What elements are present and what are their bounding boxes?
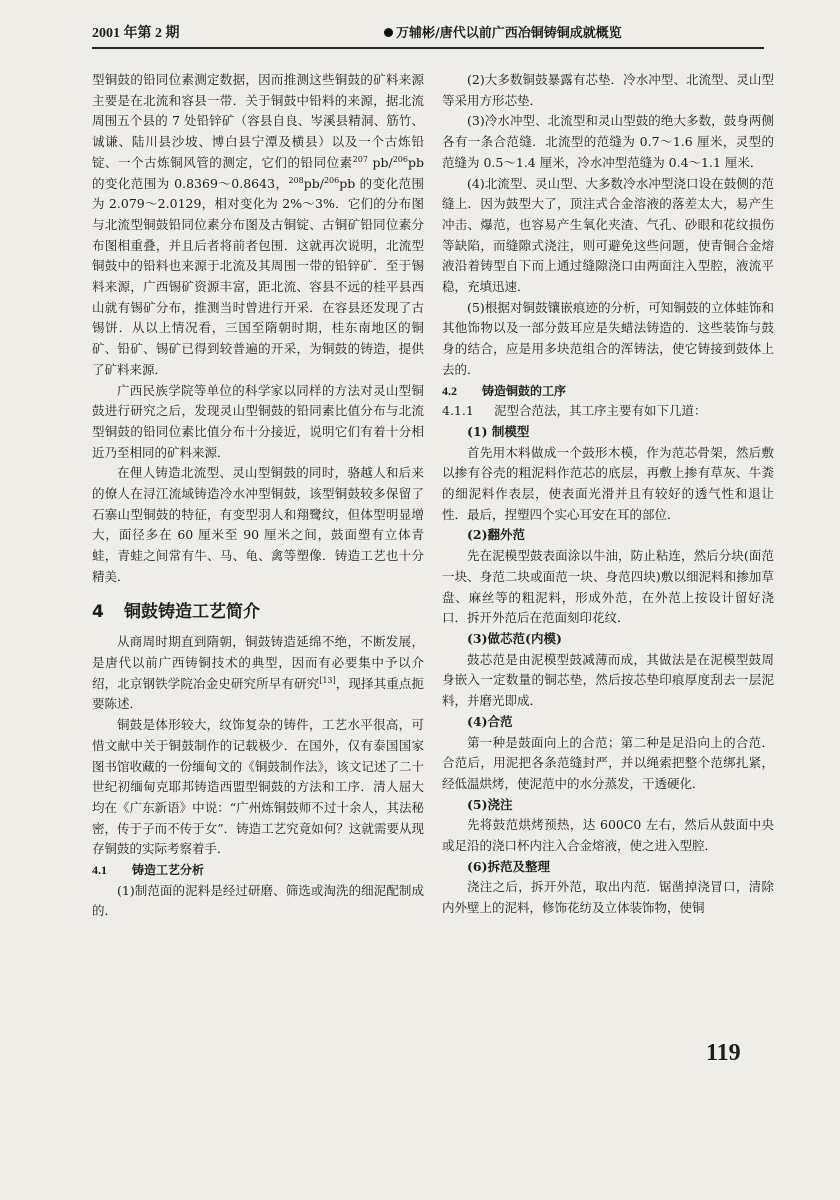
paragraph: 浇注之后，拆开外范，取出内范．锯凿掉浇冒口，清除内外壁上的泥料，修饰花纺及立体装饰物，使铜: [442, 879, 774, 916]
subsection-heading: 4.1 铸造工艺分析: [92, 863, 205, 878]
step-heading: (6)拆范及整理: [467, 858, 551, 874]
paragraph: 先在泥模型鼓表面涂以牛油，防止粘连，然后分块(面范一块、身范二块或面范一块、身范四块)敷以细泥料和掺加草盘、麻丝等的粗泥料，形成外范，在外范上按设计留好浇口．拆开外范后在范面刻印花纹．: [442, 548, 774, 626]
right-column: [442, 70, 774, 919]
paragraph: 鼓芯范是由泥模型鼓减薄而成，其做法是在泥模型鼓周身嵌入一定数量的铜芯垫，然后按芯垫印痕厚度刮去一层泥料，并磨光即成．: [442, 651, 774, 709]
step-heading: (4)合范: [467, 713, 513, 729]
paragraph: 型铜鼓的铅同位素测定数据，因而推测这些铜鼓的矿料来源主要是在北流和容县一带．关于铜鼓中铅料的来源，据北流周围五个县的 7 处铅锌矿（容县自良、岑溪县精洞、筋竹、诚谦、陆川县沙坡、博白县宁潭及横县）以及一个古炼铅锭、一个古炼铜风管的测定，它们的铅同位素$^{207}$ pb/$^{206}$pb 的变化范围为 0.8369～0.8643，$^{208}$pb/$^{206}$pb 的变化范围为 2.079～2.0129，相对变化为 2%～3%．它们的分布图与北流型铜鼓铅同位素分布图及古铜锭、古铜矿铅同位素分布图相重叠，并且后者将前者包围．这就再次说明，北流型铜鼓中的铅料也来源于北流及其周围一带的铅锌矿．至于锡料来源，广西锡矿资源丰富，距北流、容县不远的桂平县西山就有锡矿分布，推测当时曾进行开采．在容县还发现了古锡饼．从以上情况看，三国至隋朝时期，桂东南地区的铜矿、铅矿、锡矿已得到较普遍的开采，为铜鼓的铸造，提供了矿料来源．: [92, 72, 425, 377]
bullet-icon: [384, 28, 393, 37]
citation: [13]: [319, 675, 336, 685]
paragraph: (5)根据对铜鼓镶嵌痕迹的分析，可知铜鼓的立体蛙饰和其他饰物以及一部分鼓耳应是失蜡法铸造的．这些装饰与鼓身的结合，应是用多块范组合的浑铸法，使它铸接到鼓体上去的．: [442, 299, 774, 377]
journal-issue: 2001 年第 2 期: [92, 26, 180, 41]
paragraph: (4)北流型、灵山型、大多数冷水冲型浇口设在鼓侧的范缝上．因为鼓型大了，顶注式合金溶液的落差太大，易产生冲击、爆范，也容易产生氧化夹渣、气孔、砂眼和花纹损伤等缺陷，而缝隙式浇注，则可避免这些问题，使青铜合金熔液沿着铸型自下而上通过缝隙浇口由两面注入型腔，液流平稳，充填迅速．: [442, 175, 774, 295]
paragraph: 铜鼓是体形较大，纹饰复杂的铸件，工艺水平很高，可惜文献中关于铜鼓制作的记载极少．在国外，仅有泰国国家图书馆收藏的一份缅甸文的《铜鼓制作法》，该文记述了二十世纪初缅甸克耶邦铸造西盟型铜鼓的方法和工序．清人屈大均在《广东新语》中说：“广州炼铜鼓师不过十余人，其法秘密，传于子而不传于女”．铸造工艺究竟如何？这就需要从现存铜鼓的实际考察着手．: [92, 717, 424, 857]
step-heading: (1) 制模型: [467, 423, 530, 439]
paragraph: 在俚人铸造北流型、灵山型铜鼓的同时，骆越人和后来的僚人在浔江流域铸造冷水冲型铜鼓，该型铜鼓较多保留了石寨山型铜鼓的特征，有变型羽人和翔鹭纹，但体型明显增大，面径多在 60 厘米至 90 厘米之间，鼓面塑有立体青蛙，青蛙之间常有牛、马、龟、禽等塑像．铸造工艺也十分精美．: [92, 465, 424, 584]
step-heading: (5)浇注: [467, 796, 513, 812]
paragraph: (2)大多数铜鼓暴露有芯垫．冷水冲型、北流型、灵山型等采用方形芯垫．: [442, 72, 774, 108]
article-running-title: [384, 22, 622, 41]
paragraph: 先将鼓范烘烤预热，达 600C0 左右，然后从鼓面中央或足沿的浇口杯内注入合金熔液，使之进入型腔．: [442, 817, 774, 854]
header-rule: [92, 47, 764, 49]
paragraph: (1)制范面的泥料是经过研磨、筛选或淘洗的细泥配制成的．: [92, 882, 424, 919]
step-heading: (3)做芯范(内模): [467, 630, 562, 646]
paragraph: 第一种是鼓面向上的合范；第二种是足沿向上的合范．合范后，用泥把各条范缝封严，并以绳索把整个范绑扎紧，经低温烘烤，使泥范中的水分蒸发，干透硬化．: [442, 734, 774, 791]
running-header: [92, 22, 762, 46]
left-column: [92, 70, 424, 922]
section-title: 铜鼓铸造工艺简介: [124, 601, 260, 622]
section-number: 4: [92, 601, 104, 622]
step-heading: (2)翻外范: [467, 527, 526, 543]
page-number: 119: [706, 1040, 741, 1066]
paragraph: 从商周时期直到隋朝，铜鼓铸造延绵不绝，不断发展，是唐代以前广西铸铜技术的典型，因而有必要集中予以介绍，北京钢铁学院冶金史研究所早有研究[13]，现择其重点扼要陈述．: [92, 634, 424, 712]
subsubsection-heading: 4.1.1 泥型合范法，其工序主要有如下几道：: [442, 403, 707, 419]
article-title-text: 万辅彬/唐代以前广西冶铜铸铜成就概览: [396, 26, 622, 41]
section-heading: [92, 602, 424, 623]
paragraph: 首先用木料做成一个鼓形木模，作为范芯骨架，然后敷以掺有谷壳的粗泥料作范芯的底层，再敷上掺有草灰、牛粪 的细泥料作表层，使表面光滑并且有较好的透气性和退让性．最后，捏塑四个实心耳安在耳的部位．: [442, 444, 774, 522]
paragraph: (3)冷水冲型、北流型和灵山型鼓的绝大多数，鼓身两侧各有一条合范缝．北流型的范缝为 0.7～1.6 厘米，灵型的范缝为 0.5～1.4 厘米，冷水冲型范缝为 0.4～1.1 厘米．: [442, 113, 774, 170]
paragraph: 广西民族学院等单位的科学家以同样的方法对灵山型铜鼓进行研究之后，发现灵山型铜鼓的铅同素比值分布与北流型铜鼓的铅同位素比值分布十分接近，说明它们有着十分相近乃至相同的矿料来源．: [92, 382, 424, 460]
subsection-heading: 4.2 铸造铜鼓的工序: [442, 383, 567, 398]
